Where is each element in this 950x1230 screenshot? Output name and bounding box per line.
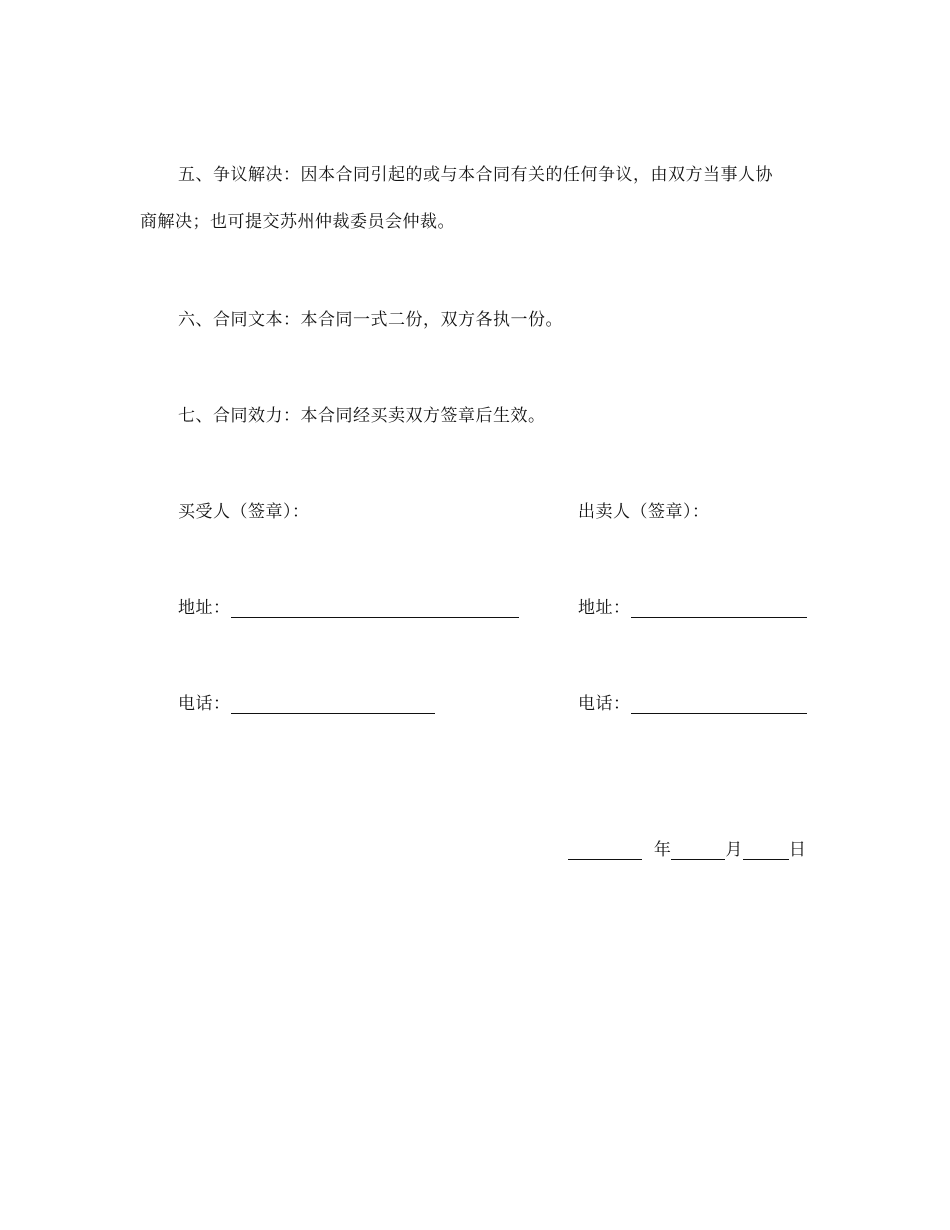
day-blank[interactable]	[743, 841, 789, 860]
effect-clause: 七、合同效力：本合同经买卖双方签章后生效。	[178, 406, 546, 426]
seller-address-label: 地址：	[578, 598, 631, 618]
seller-phone-blank[interactable]	[631, 695, 807, 714]
year-label: 年	[653, 840, 672, 860]
seller-signature-label: 出卖人（签章）：	[578, 502, 710, 522]
buyer-address-row	[178, 598, 519, 618]
buyer-phone-blank[interactable]	[231, 695, 435, 714]
seller-phone-label: 电话：	[578, 694, 631, 714]
seller-address-blank[interactable]	[631, 599, 807, 618]
seller-address-row	[578, 598, 807, 618]
buyer-address-blank[interactable]	[231, 599, 519, 618]
year-blank[interactable]	[568, 841, 642, 860]
day-label: 日	[788, 840, 807, 860]
text-copies-clause: 六、合同文本：本合同一式二份，双方各执一份。	[178, 310, 563, 330]
buyer-signature-label: 买受人（签章）：	[178, 502, 310, 522]
buyer-phone-label: 电话：	[178, 694, 231, 714]
dispute-clause-line1: 五、争议解决：因本合同引起的或与本合同有关的任何争议，由双方当事人协	[178, 165, 773, 185]
buyer-phone-row	[178, 694, 435, 714]
month-label: 月	[725, 840, 743, 860]
dispute-clause-line2: 商解决；也可提交苏州仲裁委员会仲裁。	[140, 212, 455, 232]
date-row	[568, 840, 806, 860]
seller-phone-row	[578, 694, 807, 714]
month-blank[interactable]	[671, 841, 725, 860]
buyer-address-label: 地址：	[178, 598, 231, 618]
